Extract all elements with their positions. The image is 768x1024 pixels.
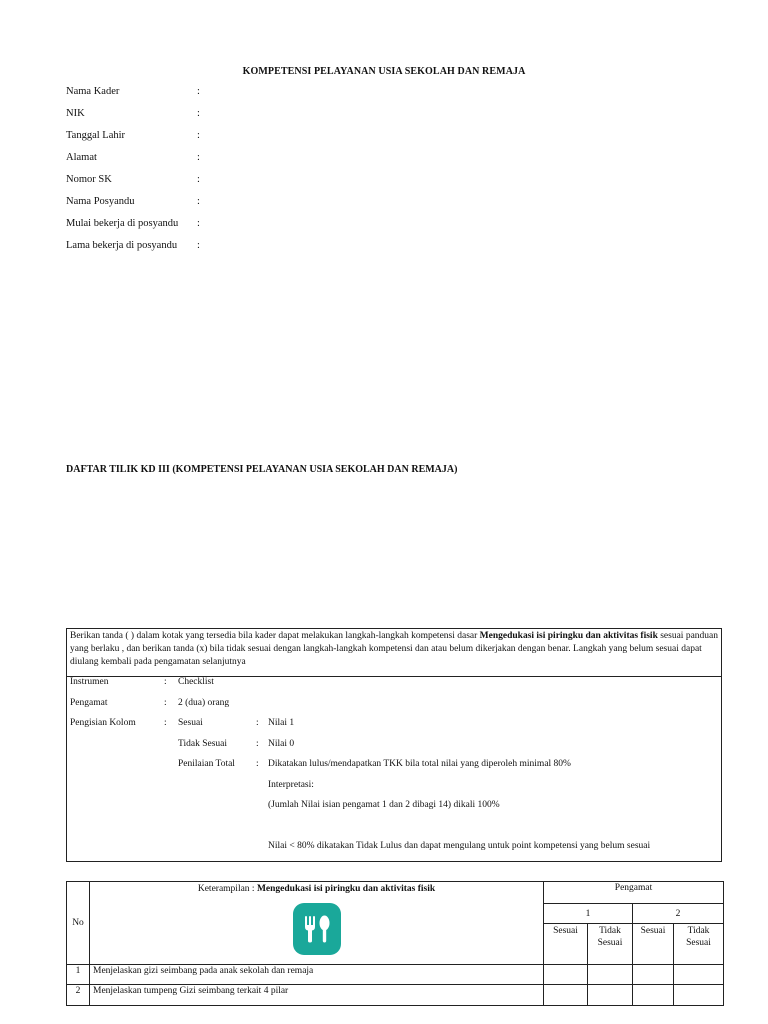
pengisian-label: Pengisian Kolom [70,718,136,728]
sesuai-value: Nilai 1 [268,718,295,728]
sesuai-label: Sesuai [178,718,203,728]
intro-text: Berikan tanda ( ) dalam kotak yang tersedia bila kader dapat melakukan langkah-langkah kompetensi dasar [70,631,480,641]
field-colon: : [197,86,200,97]
pengisian-colon: : [164,718,167,728]
row-no: 2 [67,985,90,1006]
food-cutlery-icon [293,903,341,955]
competency-table [66,881,724,1006]
tidak-sesuai-colon: : [256,739,259,749]
intro-text-cont: sesuai panduan yang berlaku , dan berikan tanda (x) bila tidak sesuai dengan langkah-langkah kompetensi dan atau belum dikerjakan dengan benar. Langkah yang belum sesuai dapat diulang kembali pada pengamatan selanjutnya [70,631,719,667]
fork-spoon-icon [301,914,333,944]
instrumen-label: Instrumen [70,677,109,687]
field-colon: : [197,196,200,207]
field-label: NIK [66,108,85,119]
row-no: 1 [67,965,90,985]
row-text: Menjelaskan tumpeng Gizi seimbang terkait 4 pilar [90,985,544,1006]
obs1-tidak-sesuai-cell[interactable] [588,985,633,1006]
field-colon: : [197,240,200,251]
obs1-sesuai-cell[interactable] [544,985,588,1006]
obs1-tidak-sesuai-header: Tidak Sesuai [588,924,633,965]
observer-1-header: 1 [544,904,633,924]
pengamat-colon: : [164,698,167,708]
pengamat-value: 2 (dua) orang [178,698,230,708]
field-colon: : [197,130,200,141]
sesuai-colon: : [256,718,259,728]
field-label: Nomor SK [66,174,112,185]
skill-prefix: Keterampilan : [197,884,257,894]
field-label: Mulai bekerja di posyandu [66,218,179,229]
interpretasi-label: Interpretasi: [268,780,314,790]
catatan-text: Nilai < 80% dikatakan Tidak Lulus dan dapat mengulang untuk point kompetensi yang belum sesuai [268,841,651,851]
obs1-sesuai-header: Sesuai [544,924,588,965]
field-colon: : [197,174,200,185]
observer-2-header: 2 [633,904,724,924]
penilaian-colon: : [256,759,259,769]
document-title: KOMPETENSI PELAYANAN USIA SEKOLAH DAN REMAJA [242,66,526,77]
skill-title [93,883,540,895]
instruction-box [66,628,722,862]
field-label: Tanggal Lahir [66,130,126,141]
penilaian-value: Dikatakan lulus/mendapatkan TKK bila total nilai yang diperoleh minimal 80% [268,759,571,769]
section-heading: DAFTAR TILIK KD III (KOMPETENSI PELAYANAN USIA SEKOLAH DAN REMAJA) [66,464,458,475]
table-row [67,985,724,1006]
field-colon: : [197,152,200,163]
instrumen-value: Checklist [178,677,214,687]
obs2-sesuai-cell[interactable] [633,985,674,1006]
obs1-sesuai-cell[interactable] [544,965,588,985]
table-row [67,965,724,985]
obs1-tidak-sesuai-cell[interactable] [588,965,633,985]
field-colon: : [197,108,200,119]
tidak-sesuai-value: Nilai 0 [268,739,295,749]
obs2-sesuai-header: Sesuai [633,924,674,965]
obs2-tidak-sesuai-cell[interactable] [674,965,724,985]
field-label: Lama bekerja di posyandu [66,240,178,251]
field-label: Nama Posyandu [66,196,135,207]
row-text: Menjelaskan gizi seimbang pada anak sekolah dan remaja [90,965,544,985]
instruction-intro [67,629,721,677]
skill-header [90,882,544,965]
obs2-sesuai-cell[interactable] [633,965,674,985]
instrumen-colon: : [164,677,167,687]
obs2-tidak-sesuai-cell[interactable] [674,985,724,1006]
tidak-sesuai-label: Tidak Sesuai [178,739,228,749]
rumus-text: (Jumlah Nilai isian pengamat 1 dan 2 dibagi 14) dikali 100% [268,800,500,810]
skill-name: Mengedukasi isi piringku dan aktivitas fisik [256,884,436,894]
penilaian-label: Penilaian Total [178,759,235,769]
obs2-tidak-sesuai-header: Tidak Sesuai [674,924,724,965]
field-colon: : [197,218,200,229]
field-label: Nama Kader [66,86,120,97]
intro-competency: Mengedukasi isi piringku dan aktivitas fisik [479,631,658,641]
pengamat-header: Pengamat [544,882,724,904]
field-label: Alamat [66,152,97,163]
pengamat-label: Pengamat [70,698,108,708]
no-header: No [67,882,90,965]
